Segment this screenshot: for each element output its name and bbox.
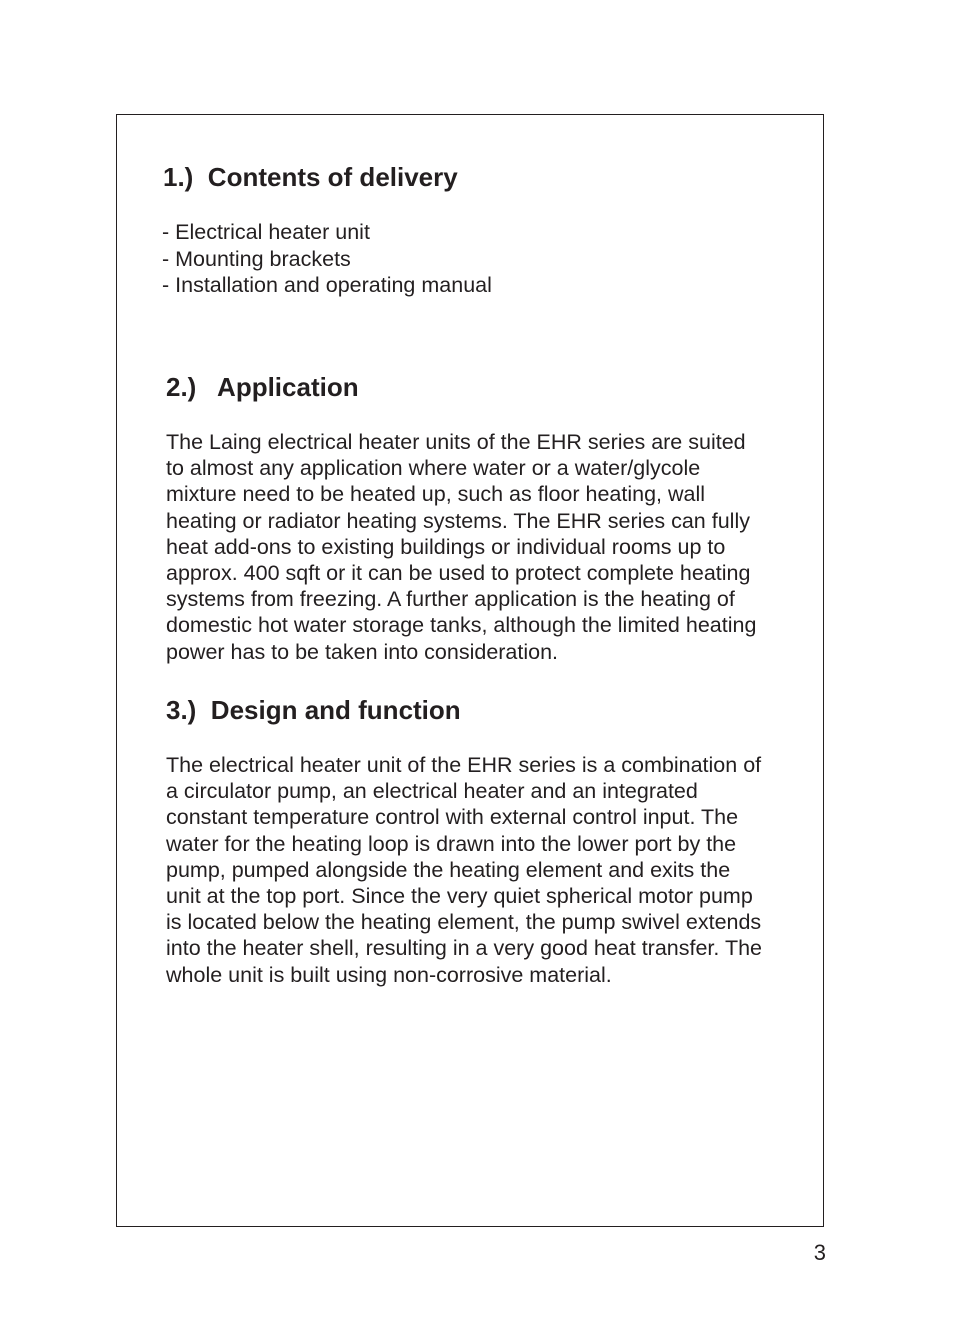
section-3-heading: 3.) Design and function [166, 695, 461, 725]
list-item: - Mounting brackets [162, 246, 351, 271]
list-item: - Electrical heater unit [162, 220, 370, 244]
section-2-heading: 2.) Application [166, 372, 359, 402]
application-paragraph: The Laing electrical heater units of the EHR series are suited to almost any application where water or a water/glycole mixture need to be heated up, such as floor heating, wall heating or radiator heating systems. The EHR series can fully heat add-ons to existing buildings or individual rooms up to approx. 400 sqft or it can be used to protect complete heating systems from freezing. A further application is the heating of domestic hot water storage tanks, although the limited heating power has to be taken into consideration. [166, 430, 757, 664]
delivery-contents-list [162, 219, 492, 299]
page-number: 3 [813, 1240, 826, 1265]
section-1-heading: 1.) Contents of delivery [163, 162, 458, 192]
design-function-paragraph: The electrical heater unit of the EHR series is a combination of a circulator pump, an electrical heater and an integrated constant temperature control with external control input. The water for the heating loop is drawn into the lower port by the pump, pumped alongside the heating element and exits the unit at the top port. Since the very quiet spherical motor pump is located below the heating element, the pump swivel extends into the heater shell, resulting in a very good heat transfer. The whole unit is built using non-corrosive material. [166, 753, 762, 987]
list-item: - Installation and operating manual [162, 273, 492, 297]
